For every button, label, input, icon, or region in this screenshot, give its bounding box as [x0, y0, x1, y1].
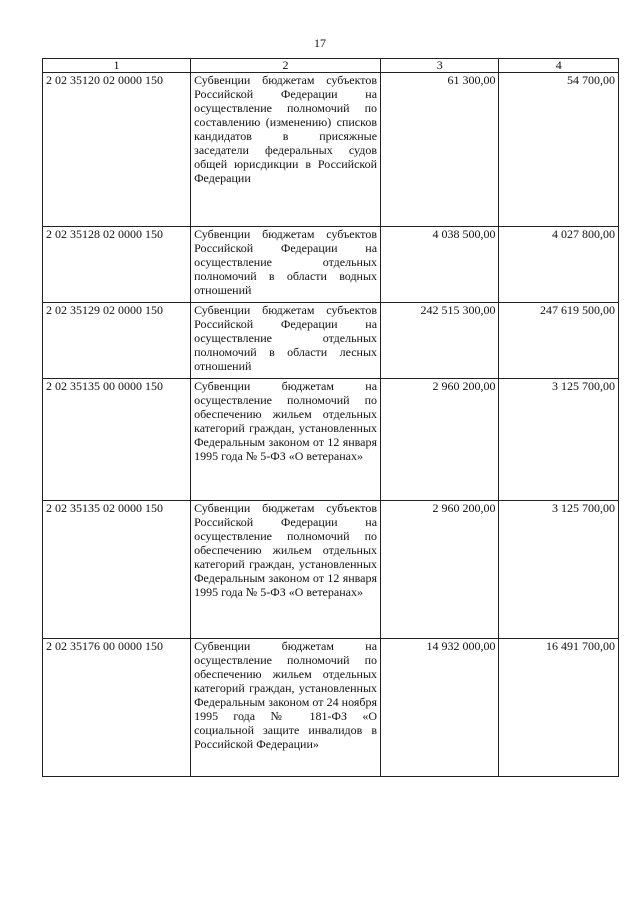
row-name: Субвенции бюджетам субъектов Российской Федерации на осуществление отдельных полномочий в области водных отношений [191, 227, 381, 303]
row-name: Субвенции бюджетам субъектов Российской Федерации на осуществление полномочий по обеспечению жильем отдельных категорий граждан, установленных Федеральным законом от 12 января 1995 года № 5-ФЗ «О ветеранах» [191, 501, 381, 639]
row-value-col-4: 54 700,00 [499, 73, 619, 227]
row-value-col-4: 247 619 500,00 [499, 303, 619, 379]
row-value-col-4: 3 125 700,00 [499, 379, 619, 501]
row-name: Субвенции бюджетам субъектов Российской Федерации на осуществление полномочий по составлению (изменению) списков кандидатов в присяжные заседатели федеральных судов общей юрисдикции в Российской Федерации [191, 73, 381, 227]
header-col-4: 4 [499, 59, 619, 73]
row-code: 2 02 35129 02 0000 150 [43, 303, 191, 379]
row-value-col-3: 2 960 200,00 [381, 501, 499, 639]
row-name: Субвенции бюджетам на осуществление полномочий по обеспечению жильем отдельных категорий граждан, установленных Федеральным законом от 24 ноября 1995 года № 181-ФЗ «О социальной защите инвалидов в Российской Федерации» [191, 639, 381, 777]
header-col-3: 3 [381, 59, 499, 73]
table-row [43, 227, 619, 303]
header-col-2: 2 [191, 59, 381, 73]
row-value-col-4: 3 125 700,00 [499, 501, 619, 639]
row-value-col-3: 61 300,00 [381, 73, 499, 227]
table-row [43, 303, 619, 379]
header-col-1: 1 [43, 59, 191, 73]
row-code: 2 02 35135 02 0000 150 [43, 501, 191, 639]
row-value-col-4: 4 027 800,00 [499, 227, 619, 303]
page-number: 17 [314, 36, 326, 50]
budget-table [42, 58, 619, 777]
row-value-col-3: 242 515 300,00 [381, 303, 499, 379]
table-row [43, 639, 619, 777]
table-row [43, 73, 619, 227]
row-value-col-3: 14 932 000,00 [381, 639, 499, 777]
row-name: Субвенции бюджетам субъектов Российской Федерации на осуществление отдельных полномочий в области лесных отношений [191, 303, 381, 379]
row-value-col-3: 2 960 200,00 [381, 379, 499, 501]
table-row [43, 379, 619, 501]
row-value-col-3: 4 038 500,00 [381, 227, 499, 303]
row-code: 2 02 35176 00 0000 150 [43, 639, 191, 777]
table-header-row [43, 59, 619, 73]
table-row [43, 501, 619, 639]
row-code: 2 02 35128 02 0000 150 [43, 227, 191, 303]
row-value-col-4: 16 491 700,00 [499, 639, 619, 777]
row-code: 2 02 35120 02 0000 150 [43, 73, 191, 227]
row-code: 2 02 35135 00 0000 150 [43, 379, 191, 501]
row-name: Субвенции бюджетам на осуществление полномочий по обеспечению жильем отдельных категорий граждан, установленных Федеральным законом от 12 января 1995 года № 5-ФЗ «О ветеранах» [191, 379, 381, 501]
